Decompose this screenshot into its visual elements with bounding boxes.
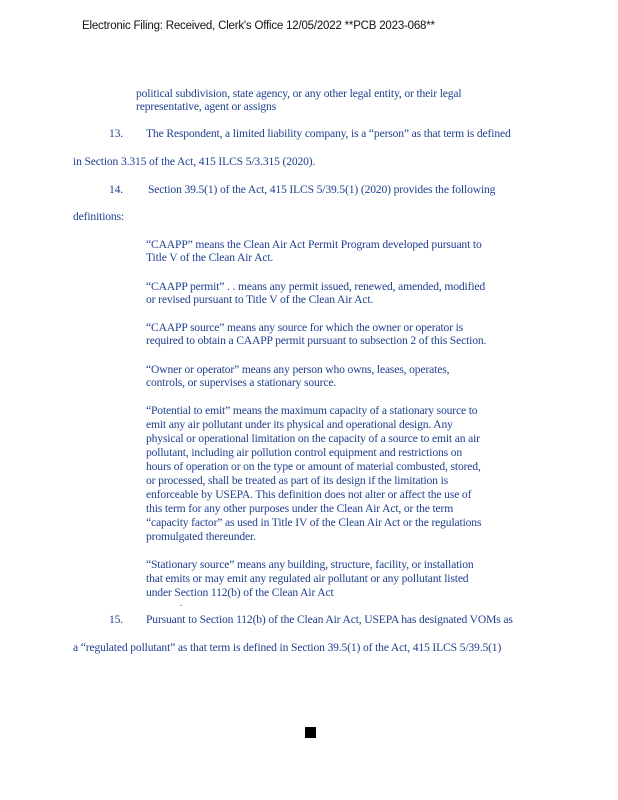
page-marker-square (305, 727, 316, 738)
definition-potential-to-emit-line-6: or processed, shall be treated as part of its design if the limitation is (146, 474, 449, 487)
definition-potential-to-emit-line-5: hours of operation or on the type or amount of material combusted, stored, (146, 460, 481, 473)
definition-potential-to-emit-line-10: promulgated thereunder. (146, 530, 256, 543)
definition-caapp-permit-line-1: “CAAPP permit” . . means any permit issued, renewed, amended, modified (146, 280, 486, 293)
paragraph-number-14: 14. (109, 183, 124, 196)
definition-potential-to-emit-line-8: this term for any other purposes under the Clean Air Act, or the term (146, 502, 454, 515)
definition-owner-operator-line-2: controls, or supervises a stationary source. (146, 376, 337, 389)
definition-stationary-source-line-1: “Stationary source” means any building, structure, facility, or installation (146, 558, 474, 571)
definition-caapp-line-1: “CAAPP” means the Clean Air Act Permit Program developed pursuant to (146, 238, 482, 251)
definition-owner-operator-line-1: “Owner or operator” means any person who owns, leases, operates, (146, 363, 450, 376)
filing-stamp-header: Electronic Filing: Received, Clerk's Office 12/05/2022 **PCB 2023-068** (82, 20, 435, 32)
definition-stationary-source-line-2: that emits or may emit any regulated air pollutant or any pollutant listed (146, 572, 469, 585)
definition-potential-to-emit-line-2: emit any air pollutant under its physical and operational design. Any (146, 418, 453, 431)
paragraph-number-15: 15. (109, 613, 124, 626)
paragraph-number-13: 13. (109, 127, 124, 140)
definition-potential-to-emit-line-7: enforceable by USEPA. This definition does not alter or affect the use of (146, 488, 472, 501)
paragraph-13-line-2: in Section 3.315 of the Act, 415 ILCS 5/3.315 (2020). (73, 155, 316, 168)
definition-potential-to-emit-line-4: pollutant, including air pollution control equipment and restrictions on (146, 446, 463, 459)
paragraph-15-line-1: Pursuant to Section 112(b) of the Clean Air Act, USEPA has designated VOMs as (146, 613, 513, 626)
paragraph-15-line-2: a “regulated pollutant” as that term is defined in Section 39.5(1) of the Act, 415 ILCS 5/39.5(1) (73, 641, 502, 654)
definition-potential-to-emit-line-3: physical or operational limitation on the capacity of a source to emit an air (146, 432, 480, 445)
definition-stationary-source-line-3: under Section 112(b) of the Clean Air Act (146, 586, 334, 599)
definition-caapp-source-line-1: “CAAPP source” means any source for which the owner or operator is (146, 321, 464, 334)
definition-caapp-permit-line-2: or revised pursuant to Title V of the Clean Air Act. (146, 293, 374, 306)
paragraph-14-line-2: definitions: (73, 210, 125, 223)
continuation-line-1: political subdivision, state agency, or any other legal entity, or their legal (136, 87, 462, 100)
paragraph-13-line-1: The Respondent, a limited liability company, is a “person” as that term is defined (146, 127, 511, 140)
continuation-line-2: representative, agent or assigns (136, 100, 277, 113)
definition-potential-to-emit-line-1: “Potential to emit” means the maximum capacity of a stationary source to (146, 404, 478, 417)
definition-potential-to-emit-line-9: “capacity factor” as used in Title IV of the Clean Air Act or the regulations (146, 516, 482, 529)
definition-stationary-source-period: . (180, 598, 183, 608)
definition-caapp-line-2: Title V of the Clean Air Act. (146, 251, 274, 264)
paragraph-14-line-1: Section 39.5(1) of the Act, 415 ILCS 5/39.5(1) (2020) provides the following (148, 183, 496, 196)
definition-caapp-source-line-2: required to obtain a CAAPP permit pursuant to subsection 2 of this Section. (146, 334, 487, 347)
